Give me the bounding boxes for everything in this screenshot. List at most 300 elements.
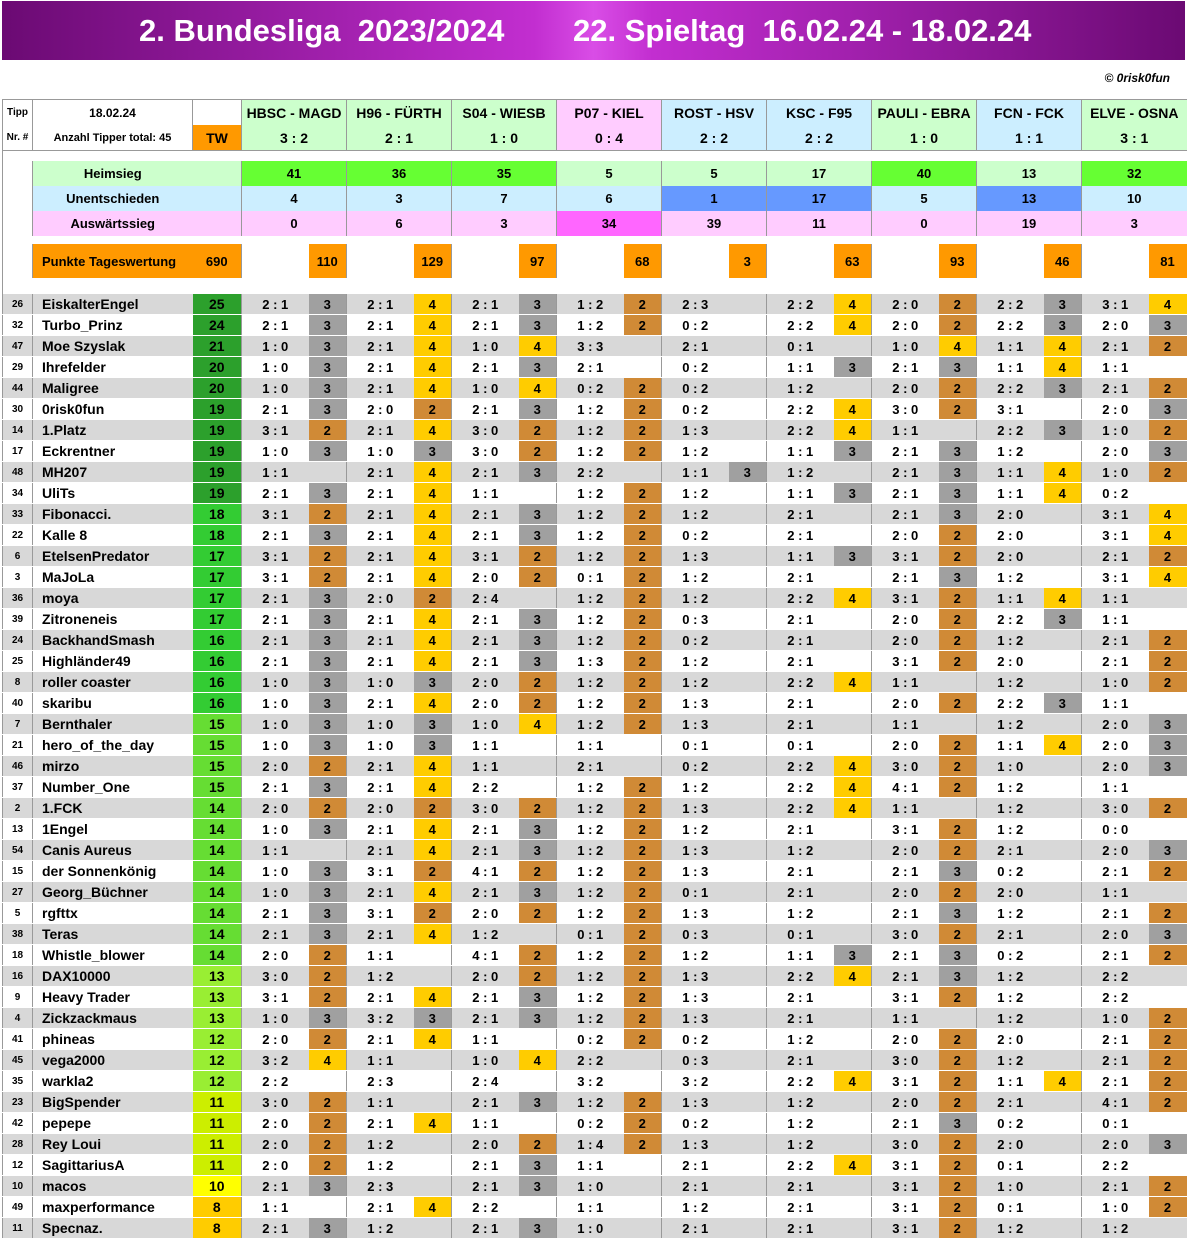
player-tip: 1 : 1: [1082, 609, 1149, 630]
player-points: 2: [519, 567, 557, 588]
player-points: 2: [624, 882, 662, 903]
player-tip: 1 : 0: [347, 714, 414, 735]
player-points: [1044, 672, 1082, 693]
points-blank: [662, 244, 729, 278]
player-points: 2: [939, 546, 977, 567]
player-name: hero_of_the_day: [33, 735, 193, 756]
player-points: [1044, 945, 1082, 966]
player-points: [729, 609, 767, 630]
player-tip: 3 : 1: [347, 903, 414, 924]
player-tip: 1 : 2: [662, 504, 729, 525]
player-row: [3, 924, 1187, 945]
player-tip: 3 : 1: [242, 420, 309, 441]
player-name: Kalle 8: [33, 525, 193, 546]
player-tip: 2 : 2: [557, 462, 624, 483]
player-points: 4: [414, 378, 452, 399]
player-row: [3, 357, 1187, 378]
player-tip: 1 : 0: [452, 714, 519, 735]
player-points: 4: [414, 420, 452, 441]
player-name: roller coaster: [33, 672, 193, 693]
player-tip: 2 : 0: [977, 1134, 1044, 1155]
player-tip: 2 : 1: [452, 315, 519, 336]
player-points: 3: [1149, 315, 1187, 336]
player-points: [624, 1197, 662, 1218]
player-points: [1044, 525, 1082, 546]
player-name: Canis Aureus: [33, 840, 193, 861]
player-nr: 14: [3, 420, 33, 441]
player-points: [624, 462, 662, 483]
player-tip: 0 : 1: [767, 924, 834, 945]
player-points: 3: [1149, 924, 1187, 945]
player-tip: 1 : 3: [557, 651, 624, 672]
player-points: [1044, 651, 1082, 672]
player-points: 3: [309, 525, 347, 546]
player-points: [624, 1176, 662, 1197]
player-points: 2: [939, 399, 977, 420]
game-result-3: 0 : 4: [557, 125, 662, 151]
player-tip: 0 : 3: [662, 609, 729, 630]
player-tw: 14: [193, 945, 242, 966]
player-row: [3, 336, 1187, 357]
player-row: [3, 483, 1187, 504]
player-row: [3, 1050, 1187, 1071]
player-points: [1044, 1113, 1082, 1134]
title-banner: [2, 1, 1185, 60]
player-tw: 17: [193, 567, 242, 588]
player-points: [1044, 819, 1082, 840]
copyright-label: © 0risk0fun: [1104, 71, 1170, 85]
player-points: 2: [939, 1029, 977, 1050]
player-tip: 2 : 1: [242, 609, 309, 630]
player-nr: 35: [3, 1071, 33, 1092]
player-tip: 2 : 0: [452, 693, 519, 714]
player-points: 2: [1149, 1197, 1187, 1218]
player-points: [729, 966, 767, 987]
player-tip: 1 : 0: [452, 1050, 519, 1071]
player-tip: 0 : 2: [557, 1029, 624, 1050]
player-tip: 2 : 2: [767, 1155, 834, 1176]
player-tw: 8: [193, 1197, 242, 1218]
player-tw: 18: [193, 504, 242, 525]
player-nr: 27: [3, 882, 33, 903]
player-tip: 2 : 1: [872, 357, 939, 378]
player-tip: 1 : 2: [347, 1155, 414, 1176]
game-result-8: 3 : 1: [1082, 125, 1187, 151]
player-points: 3: [519, 525, 557, 546]
player-points: 2: [624, 567, 662, 588]
player-tip: 1 : 1: [1082, 777, 1149, 798]
player-points: [1044, 1050, 1082, 1071]
player-tip: 3 : 0: [1082, 798, 1149, 819]
player-tip: 2 : 1: [242, 294, 309, 315]
player-points: 4: [834, 315, 872, 336]
player-tip: 2 : 2: [767, 588, 834, 609]
game-points-4: 3: [729, 244, 767, 278]
player-tip: 1 : 1: [557, 1197, 624, 1218]
player-points: 2: [519, 966, 557, 987]
player-tip: 2 : 1: [347, 840, 414, 861]
stat-label-home: Heimsieg: [33, 161, 193, 186]
player-tip: 2 : 0: [1082, 399, 1149, 420]
player-points: 3: [309, 294, 347, 315]
player-points: 4: [834, 294, 872, 315]
player-points: 3: [519, 819, 557, 840]
player-nr: 47: [3, 336, 33, 357]
player-points: 4: [834, 966, 872, 987]
player-tip: 3 : 1: [452, 546, 519, 567]
player-tip: 1 : 2: [557, 945, 624, 966]
player-tip: 1 : 2: [557, 987, 624, 1008]
player-points: [729, 693, 767, 714]
player-tip: 1 : 1: [557, 735, 624, 756]
player-nr: 54: [3, 840, 33, 861]
player-points: 3: [519, 462, 557, 483]
player-tip: 1 : 2: [977, 630, 1044, 651]
player-points: [834, 861, 872, 882]
player-tip: 1 : 2: [662, 777, 729, 798]
player-points: 4: [834, 1071, 872, 1092]
player-row: [3, 567, 1187, 588]
player-points: 2: [624, 672, 662, 693]
player-tip: 2 : 1: [452, 1218, 519, 1239]
player-tip: 1 : 2: [767, 840, 834, 861]
player-points: 2: [939, 924, 977, 945]
player-tip: 2 : 1: [1082, 945, 1149, 966]
player-points: 3: [519, 399, 557, 420]
player-points: [729, 945, 767, 966]
player-tip: 1 : 2: [347, 1218, 414, 1239]
player-tw: 14: [193, 924, 242, 945]
player-points: [729, 420, 767, 441]
player-tw: 19: [193, 420, 242, 441]
player-tip: 1 : 2: [767, 462, 834, 483]
player-tip: 1 : 2: [977, 1218, 1044, 1239]
player-tip: 2 : 1: [767, 987, 834, 1008]
player-points: [519, 924, 557, 945]
player-tip: 2 : 1: [662, 1155, 729, 1176]
player-tip: 3 : 0: [452, 441, 519, 462]
player-points: [1044, 1134, 1082, 1155]
player-tip: 0 : 0: [1082, 819, 1149, 840]
player-tip: 1 : 1: [977, 735, 1044, 756]
player-points: [834, 693, 872, 714]
player-tip: 0 : 2: [662, 630, 729, 651]
game-result-5: 2 : 2: [767, 125, 872, 151]
points-blank: [872, 244, 939, 278]
player-points: 4: [939, 336, 977, 357]
matchday-title: 22. Spieltag 16.02.24 - 18.02.24: [573, 13, 1032, 48]
player-name: phineas: [33, 1029, 193, 1050]
player-tip: 3 : 1: [872, 1155, 939, 1176]
player-points: 2: [624, 1134, 662, 1155]
player-tip: 1 : 2: [662, 483, 729, 504]
player-points: 2: [624, 1029, 662, 1050]
player-tip: 2 : 1: [347, 630, 414, 651]
player-name: Georg_Büchner: [33, 882, 193, 903]
player-row: [3, 861, 1187, 882]
player-points: 3: [834, 945, 872, 966]
player-tw: 14: [193, 798, 242, 819]
player-tip: 3 : 0: [452, 420, 519, 441]
player-points: [414, 1155, 452, 1176]
player-name: EiskalterEngel: [33, 294, 193, 315]
player-tip: 1 : 1: [977, 357, 1044, 378]
player-points: 2: [939, 1155, 977, 1176]
player-tw: 13: [193, 966, 242, 987]
player-tip: 1 : 2: [977, 714, 1044, 735]
player-tip: 2 : 1: [1082, 861, 1149, 882]
player-nr: 41: [3, 1029, 33, 1050]
player-tip: 2 : 0: [872, 882, 939, 903]
player-name: BigSpender: [33, 1092, 193, 1113]
player-tip: 2 : 1: [767, 525, 834, 546]
player-tip: 1 : 1: [1082, 693, 1149, 714]
player-tip: 0 : 1: [977, 1155, 1044, 1176]
player-tip: 2 : 0: [242, 1113, 309, 1134]
stat-blank: [193, 161, 242, 186]
player-points: [834, 840, 872, 861]
player-tip: 3 : 1: [242, 546, 309, 567]
player-points: 2: [1149, 903, 1187, 924]
player-points: 4: [834, 756, 872, 777]
player-points: 3: [519, 1218, 557, 1239]
player-tip: 2 : 2: [977, 378, 1044, 399]
player-tip: 2 : 1: [977, 1092, 1044, 1113]
player-points: 4: [414, 651, 452, 672]
player-name: Bernthaler: [33, 714, 193, 735]
tw-label: TW: [193, 125, 242, 151]
player-tip: 1 : 4: [557, 1134, 624, 1155]
player-tip: 0 : 1: [557, 924, 624, 945]
player-points: [519, 1197, 557, 1218]
player-tip: 2 : 1: [242, 1218, 309, 1239]
player-tw: 16: [193, 651, 242, 672]
player-row: [3, 1071, 1187, 1092]
stat-home-8: 32: [1082, 161, 1187, 186]
player-tip: 2 : 1: [872, 504, 939, 525]
player-points: 2: [519, 441, 557, 462]
player-row: [3, 777, 1187, 798]
player-row: [3, 714, 1187, 735]
player-points: 2: [1149, 1176, 1187, 1197]
player-points: [1044, 777, 1082, 798]
player-nr: 15: [3, 861, 33, 882]
player-nr: 9: [3, 987, 33, 1008]
player-tip: 0 : 2: [662, 399, 729, 420]
player-points: [1044, 861, 1082, 882]
player-tip: 2 : 1: [767, 630, 834, 651]
stat-away-6: 0: [872, 211, 977, 236]
player-tip: 2 : 2: [767, 756, 834, 777]
player-points: 2: [939, 735, 977, 756]
player-points: 2: [939, 1218, 977, 1239]
player-name: Number_One: [33, 777, 193, 798]
player-tip: 3 : 0: [242, 966, 309, 987]
player-points: 3: [939, 903, 977, 924]
player-points: 2: [624, 987, 662, 1008]
player-points: 3: [939, 1113, 977, 1134]
player-tip: 1 : 2: [557, 546, 624, 567]
player-tip: 1 : 2: [977, 966, 1044, 987]
player-tip: 1 : 1: [767, 945, 834, 966]
player-points: 2: [1149, 672, 1187, 693]
player-tip: 1 : 2: [662, 588, 729, 609]
player-points: [834, 336, 872, 357]
player-tip: 1 : 2: [662, 441, 729, 462]
player-tip: 4 : 1: [1082, 1092, 1149, 1113]
player-tip: 1 : 0: [242, 441, 309, 462]
player-points: 3: [309, 714, 347, 735]
player-tip: 1 : 0: [242, 714, 309, 735]
player-points: [1044, 630, 1082, 651]
player-points: 3: [519, 315, 557, 336]
player-tip: 2 : 4: [452, 588, 519, 609]
player-tip: 2 : 0: [1082, 924, 1149, 945]
player-nr: 39: [3, 609, 33, 630]
player-tip: 2 : 1: [872, 903, 939, 924]
player-points: [729, 903, 767, 924]
player-points: 3: [1149, 714, 1187, 735]
player-points: [519, 777, 557, 798]
player-points: 2: [624, 378, 662, 399]
player-nr: 11: [3, 1218, 33, 1239]
player-tw: 18: [193, 525, 242, 546]
tipp-header-label: [3, 100, 33, 126]
player-tip: 1 : 2: [977, 1050, 1044, 1071]
player-tip: 2 : 1: [347, 651, 414, 672]
player-tip: 3 : 1: [872, 987, 939, 1008]
player-tip: 1 : 2: [977, 1008, 1044, 1029]
player-tip: 2 : 1: [872, 462, 939, 483]
player-tip: 2 : 1: [767, 567, 834, 588]
player-points: [1149, 609, 1187, 630]
player-tip: 0 : 1: [662, 735, 729, 756]
player-tip: 0 : 1: [767, 735, 834, 756]
stat-blank: [193, 186, 242, 211]
player-nr: 16: [3, 966, 33, 987]
player-tip: 0 : 2: [662, 315, 729, 336]
player-points: 4: [519, 714, 557, 735]
player-nr: 32: [3, 315, 33, 336]
player-nr: 45: [3, 1050, 33, 1071]
player-points: [939, 672, 977, 693]
player-row: [3, 588, 1187, 609]
player-tip: 2 : 1: [767, 1008, 834, 1029]
player-points: 4: [1044, 1071, 1082, 1092]
player-tip: 3 : 2: [662, 1071, 729, 1092]
player-row: [3, 987, 1187, 1008]
player-points: 4: [834, 588, 872, 609]
player-name: 1.Platz: [33, 420, 193, 441]
player-tip: 1 : 2: [977, 441, 1044, 462]
player-row: [3, 693, 1187, 714]
player-nr: 24: [3, 630, 33, 651]
player-points: [729, 861, 767, 882]
player-points: [729, 1029, 767, 1050]
game-result-0: 3 : 2: [242, 125, 347, 151]
player-tip: 2 : 1: [872, 441, 939, 462]
game-name-4: ROST - HSV: [662, 100, 767, 126]
player-points: 2: [519, 1134, 557, 1155]
player-tip: 2 : 1: [872, 861, 939, 882]
player-points: 3: [519, 294, 557, 315]
player-name: Highländer49: [33, 651, 193, 672]
player-tip: 1 : 1: [872, 672, 939, 693]
player-points: 4: [414, 693, 452, 714]
player-tip: 2 : 2: [767, 672, 834, 693]
player-tip: 2 : 2: [767, 420, 834, 441]
player-tip: 1 : 2: [347, 1134, 414, 1155]
player-tip: 2 : 1: [452, 294, 519, 315]
player-points: 3: [309, 735, 347, 756]
player-tip: 2 : 1: [767, 882, 834, 903]
player-name: Rey Loui: [33, 1134, 193, 1155]
stat-home-6: 40: [872, 161, 977, 186]
player-row: [3, 1008, 1187, 1029]
player-points: 3: [414, 714, 452, 735]
player-tip: 2 : 2: [977, 294, 1044, 315]
player-points: 4: [414, 462, 452, 483]
player-points: 2: [939, 1197, 977, 1218]
player-tip: 1 : 2: [557, 294, 624, 315]
player-points: [1044, 987, 1082, 1008]
stat-away-2: 3: [452, 211, 557, 236]
player-points: 2: [624, 819, 662, 840]
player-tip: 3 : 1: [872, 588, 939, 609]
player-tip: 1 : 0: [242, 819, 309, 840]
player-tip: 3 : 0: [452, 798, 519, 819]
player-points: [834, 1029, 872, 1050]
player-row: [3, 378, 1187, 399]
player-points: 3: [414, 735, 452, 756]
player-tip: 1 : 1: [242, 840, 309, 861]
player-points: 4: [834, 777, 872, 798]
player-points: 3: [309, 924, 347, 945]
player-points: [309, 840, 347, 861]
player-points: 4: [519, 336, 557, 357]
player-tip: 1 : 0: [347, 672, 414, 693]
player-points: 2: [1149, 945, 1187, 966]
player-points: [729, 735, 767, 756]
player-points: 3: [309, 693, 347, 714]
player-nr: 22: [3, 525, 33, 546]
game-points-3: 68: [624, 244, 662, 278]
player-tip: 2 : 1: [452, 504, 519, 525]
player-tip: 0 : 2: [977, 945, 1044, 966]
player-tip: 2 : 1: [452, 525, 519, 546]
player-tip: 1 : 2: [977, 567, 1044, 588]
player-points: [834, 1008, 872, 1029]
player-tw: 17: [193, 546, 242, 567]
player-row: [3, 798, 1187, 819]
player-points: 3: [309, 357, 347, 378]
player-tip: 1 : 2: [662, 651, 729, 672]
game-points-2: 97: [519, 244, 557, 278]
stat-away-1: 6: [347, 211, 452, 236]
player-points: 4: [834, 798, 872, 819]
player-points: 3: [519, 1155, 557, 1176]
player-tip: 1 : 2: [557, 903, 624, 924]
player-points: 3: [519, 1092, 557, 1113]
player-tip: 2 : 1: [767, 609, 834, 630]
player-tip: 1 : 1: [242, 1197, 309, 1218]
player-points: 2: [1149, 1092, 1187, 1113]
player-tw: 11: [193, 1113, 242, 1134]
player-points: 2: [939, 882, 977, 903]
player-points: [414, 1071, 452, 1092]
player-tip: 4 : 1: [452, 945, 519, 966]
player-points: [729, 1113, 767, 1134]
